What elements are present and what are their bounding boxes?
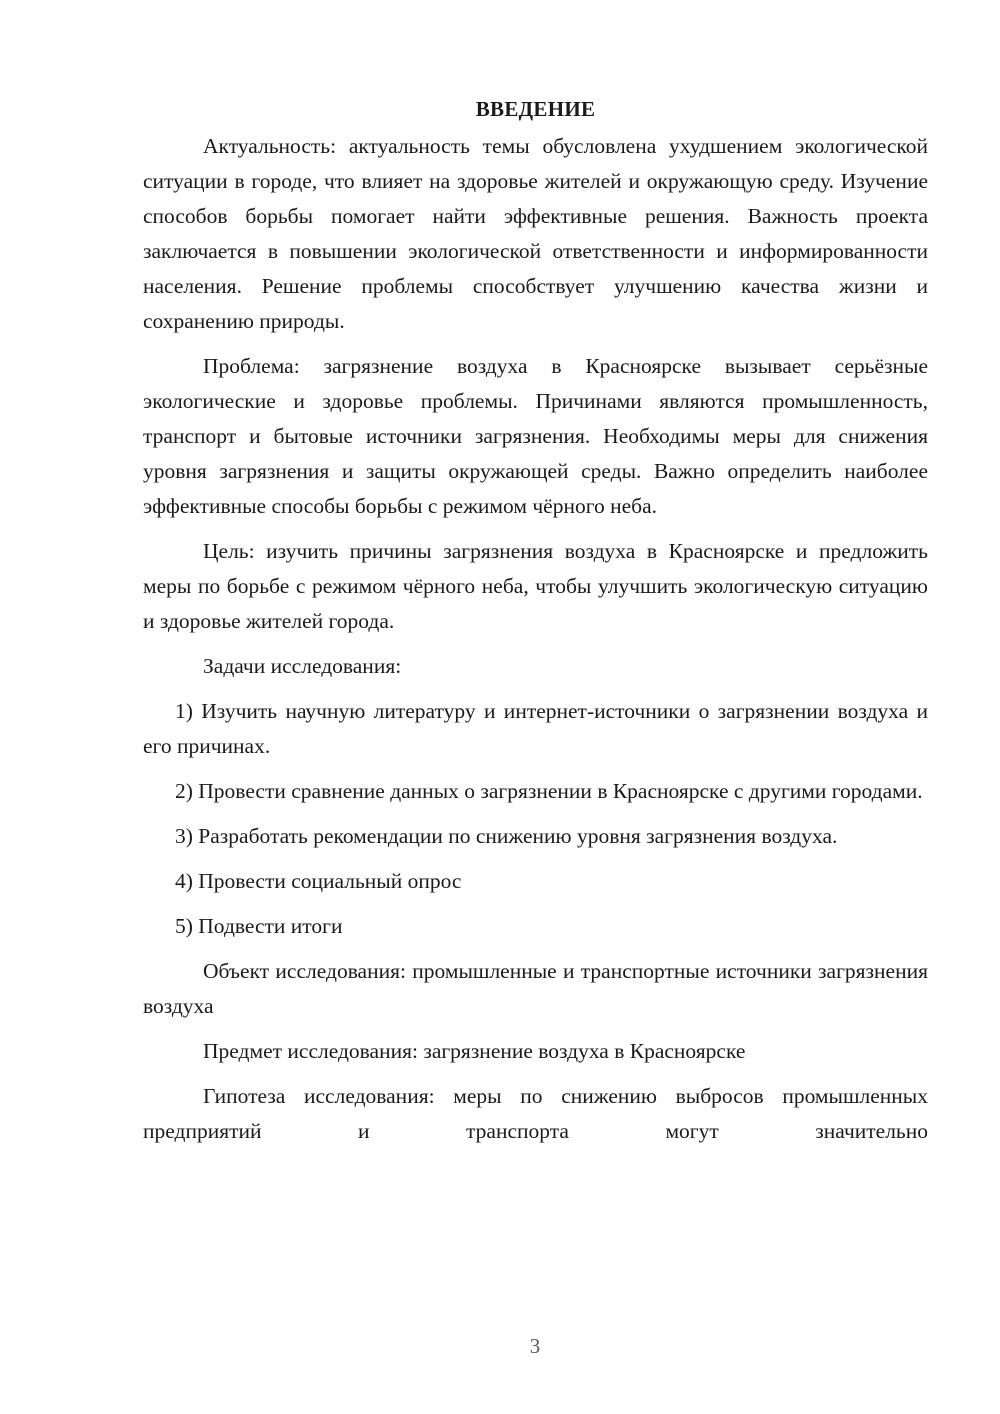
tasks-heading: Задачи исследования:: [203, 654, 402, 678]
paragraph-object: Объект исследования: промышленные и транспортные источники загрязнения воздуха: [143, 959, 928, 1018]
section-title: ВВЕДЕНИЕ: [475, 97, 596, 121]
task-item-3: 3) Разработать рекомендации по снижению уровня загрязнения воздуха.: [175, 824, 838, 848]
paragraph-problem: Проблема: загрязнение воздуха в Красноярске вызывает серьёзные экологические и здоровье проблемы. Причинами являются промышленность, транспорт и бытовые источники загрязнения. Необходимы меры для снижения уровня загрязнения и защиты окружающей среды. Важно определить наиболее эффективные способы борьбы с режимом чёрного неба.: [143, 354, 928, 518]
task-item-1: 1) Изучить научную литературу и интернет-источники о загрязнении воздуха и его причинах.: [143, 699, 928, 758]
paragraph-goal: Цель: изучить причины загрязнения воздуха в Красноярске и предложить меры по борьбе с режимом чёрного неба, чтобы улучшить экологическую ситуацию и здоровье жителей города.: [143, 539, 928, 633]
document-page: [143, 92, 928, 1159]
task-item-5: 5) Подвести итоги: [175, 914, 343, 938]
paragraph-relevance: Актуальность: актуальность темы обусловлена ухудшением экологической ситуации в городе, что влияет на здоровье жителей и окружающую среду. Изучение способов борьбы помогает найти эффективные решения. Важность проекта заключается в повышении экологической ответственности и информированности населения. Решение проблемы способствует улучшению качества жизни и сохранению природы.: [143, 134, 928, 333]
task-item-2: 2) Провести сравнение данных о загрязнении в Красноярске с другими городами.: [175, 779, 923, 803]
paragraph-subject: Предмет исследования: загрязнение воздуха в Красноярске: [203, 1039, 746, 1063]
page-number: 3: [529, 1334, 541, 1358]
task-item-4: 4) Провести социальный опрос: [175, 869, 462, 893]
paragraph-hypothesis: Гипотеза исследования: меры по снижению выбросов промышленных предприятий и транспорта могут значительно: [143, 1084, 928, 1143]
